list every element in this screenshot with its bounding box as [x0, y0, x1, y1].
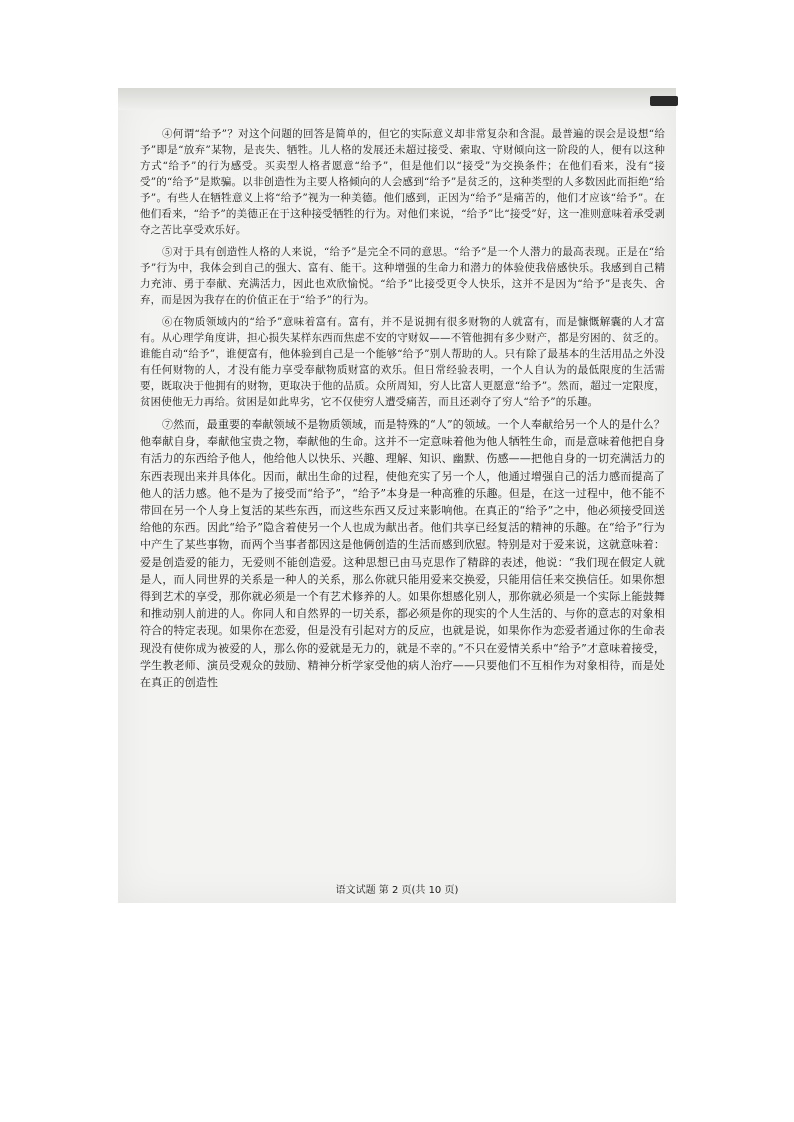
paragraph-6: ⑥在物质领域内的“给予”意味着富有。富有，并不是说拥有很多财物的人就富有，而是慷慨解囊的人才富有。从心理学角度讲，担心损失某样东西而焦虑不安的守财奴——不管他拥有多少财产，都是穷困的、贫乏的。谁能自动“给予”，谁便富有，他体验到自己是一个能够“给予”别人帮助的人。只有除了最基本的生活用品之外没有任何财物的人，才没有能力享受奉献物质财富的欢乐。但日常经验表明，一个人自认为的最低限度的生活需要，既取决于他拥有的财物，更取决于他的品质。众所周知，穷人比富人更愿意“给予”。然而，超过一定限度，贫困使他无力再给。贫困是如此卑劣，它不仅使穷人遭受痛苦，而且还剥夺了穷人“给予”的乐趣。	[140, 316, 665, 408]
paragraph-5: ⑤对于具有创造性人格的人来说，“给予”是完全不同的意思。“给予”是一个人潜力的最高表现。正是在“给予”行为中，我体会到自己的强大、富有、能干。这种增强的生命力和潜力的体验使我倍感快乐。我感到自己精力充沛、勇于奉献、充满活力，因此也欢欣愉悦。“给予”比接受更令人快乐，这并不是因为“给予”是丧失、舍弃，而是因为我存在的价值正在于“给予”的行为。	[140, 246, 665, 306]
document-body	[140, 126, 665, 697]
page-footer: 语文试题 第 2 页(共 10 页)	[335, 885, 459, 896]
paragraph-7: ⑦然而，最重要的奉献领域不是物质领域，而是特殊的“人”的领域。一个人奉献给另一个人的是什么？他奉献自身，奉献他宝贵之物，奉献他的生命。这并不一定意味着他为他人牺牲生命，而是意味着他把自身有活力的东西给予他人，他给他人以快乐、兴趣、理解、知识、幽默、伤感——把他自身的一切充满活力的东西表现出来并具体化。因而，献出生命的过程，使他充实了另一个人，他通过增强自己的活力感而提高了他人的活力感。他不是为了接受而“给予”，“给予”本身是一种高雅的乐趣。但是，在这一过程中，他不能不带回在另一个人身上复活的某些东西，而这些东西又反过来影响他。在真正的“给予”之中，他必须接受回送给他的东西。因此“给予”隐含着使另一个人也成为献出者。他们共享已经复活的精神的乐趣。在“给予”行为中产生了某些事物，而两个当事者都因这是他俩创造的生活而感到欣慰。特别是对于爱来说，这就意味着：爱是创造爱的能力，无爱则不能创造爱。这种思想已由马克思作了精辟的表述，他说：“我们现在假定人就是人，而人同世界的关系是一种人的关系，那么你就只能用爱来交换爱，只能用信任来交换信任。如果你想得到艺术的享受，那你就必须是一个有艺术修养的人。如果你想感化别人，那你就必须是一个实际上能鼓舞和推动别人前进的人。你同人和自然界的一切关系，都必须是你的现实的个人生活的、与你的意志的对象相符合的特定表现。如果你在恋爱，但是没有引起对方的反应，也就是说，如果你作为恋爱者通过你的生命表现没有使你成为被爱的人，那么你的爱就是无力的，就是不幸的。”不只在爱情关系中“给予”才意味着接受，学生教老师、演员受观众的鼓励、精神分析学家受他的病人治疗——只要他们不互相作为对象相待，而是处在真正的创造性	[140, 418, 665, 690]
paragraph-4: ④何谓“给予”？对这个问题的回答是简单的，但它的实际意义却非常复杂和含混。最普遍的误会是设想“给予”即是“放弃”某物，是丧失、牺牲。儿人格的发展还未超过接受、索取、守财倾向这一阶段的人，便有以这种方式“给予”的行为感受。买卖型人格者愿意“给予”，但是他们以“接受”为交换条件；在他们看来，没有“接受”的“给予”是欺骗。以非创造性为主要人格倾向的人会感到“给予”是贫乏的，这种类型的人多数因此而拒绝“给予”。有些人在牺牲意义上将“给予”视为一种美德。他们感到，正因为“给予”是痛苦的，他们才应该“给予”。在他们看来，“给予”的美德正在于这种接受牺牲的行为。对他们来说，“给予”比“接受”好，这一准则意味着承受剥夺之苦比享受欢乐好。	[140, 128, 665, 236]
